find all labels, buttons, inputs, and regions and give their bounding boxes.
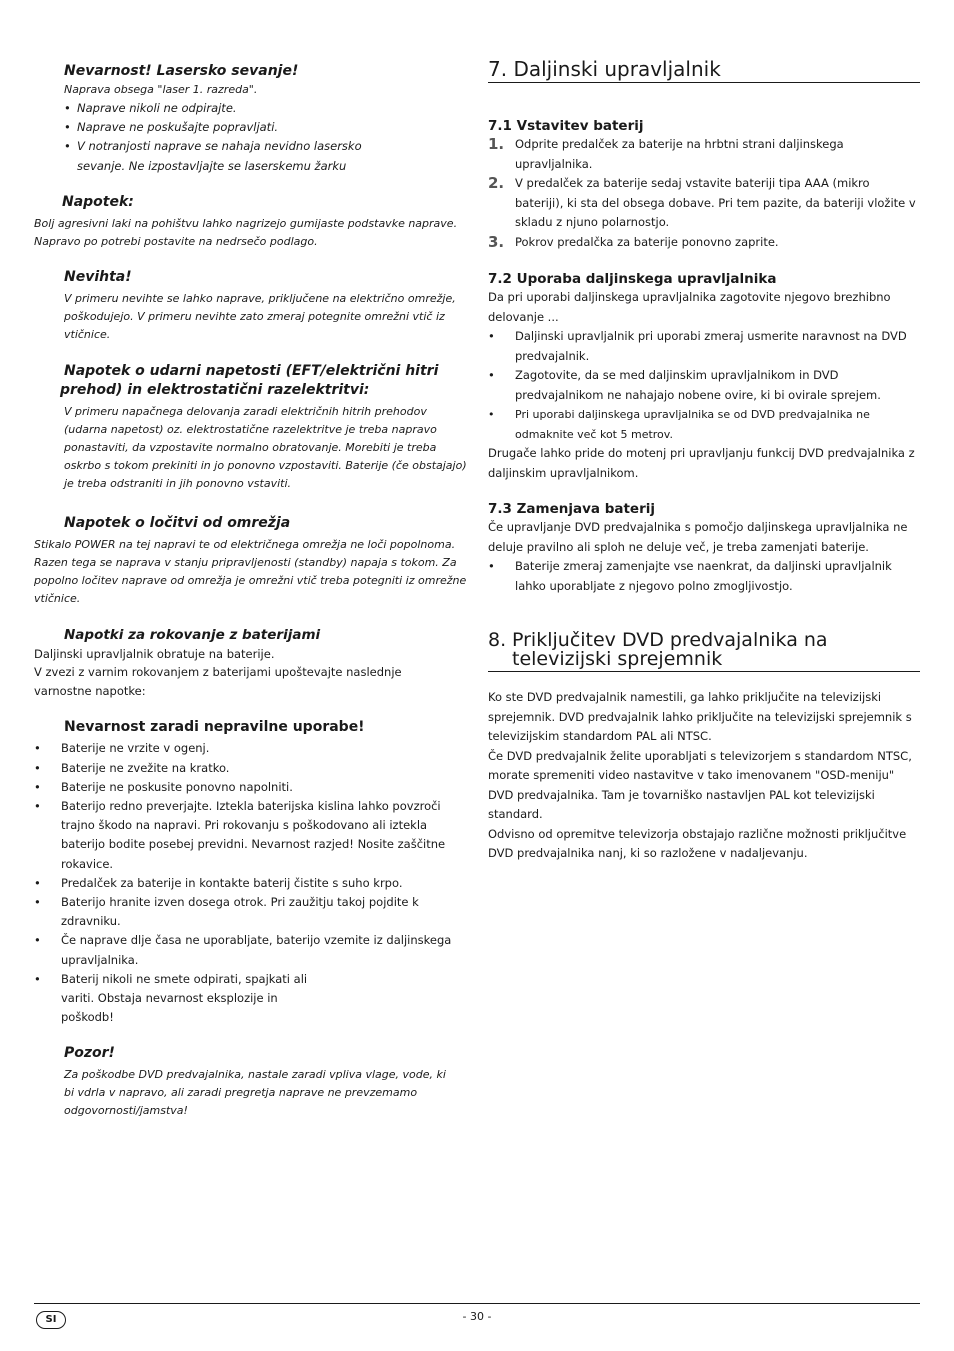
laser-list: [34, 99, 468, 176]
step-number: 1.: [488, 135, 505, 153]
baterije-text-2: V zvezi z varnim rokovanjem z baterijami upoštevajte naslednje varnostne napotke:: [34, 665, 402, 698]
step-text: Odprite predalček za baterije na hrbtni strani daljinskega upravljalnika.: [515, 137, 844, 171]
nevihta-heading: Nevihta!: [64, 268, 132, 285]
section-7-3-list: [488, 557, 920, 596]
list-item: • V notranjosti naprave se nahaja nevidno lasersko sevanje. Ne izpostavljajte se laserskemu žarku: [34, 137, 468, 175]
list-item: • Baterijo redno preverjajte. Iztekla baterijska kislina lahko povzroči trajno škodo na napravi. Pri rokovanju s poškodovano ali iztekla baterijo bodite posebej previdni. Nevarnost razjed! Nosite zaščitne rokavice.: [34, 797, 468, 874]
list-item: • Baterij nikoli ne smete odpirati, spajkati ali variti. Obstaja nevarnost eksplozije in poškodb!: [34, 970, 468, 1028]
section-8-p3: Odvisno od opremitve televizorja obstajajo različne možnosti priključitve DVD predvajalnika nanj, ki so razložene v nadaljevanju.: [488, 826, 907, 860]
section-7-3-title: 7.3 Zamenjava baterij: [488, 501, 655, 517]
list-item: • Baterije ne poskusite ponovno napolniti.: [34, 778, 468, 797]
section-8-p1: Ko ste DVD predvajalnik namestili, ga lahko priključite na televizijski sprejemnik. DVD predvajalnik lahko priključite na televizijski sprejemnik s televizijskim standardom PAL ali NTSC.: [488, 690, 912, 743]
step-item: [488, 174, 920, 233]
step-number: 3.: [488, 232, 505, 251]
list-item: • Predalček za baterije in kontakte baterij čistite s suho krpo.: [34, 874, 468, 893]
locitev-text: Stikalo POWER na tej napravi te od električnega omrežja ne loči popolnoma. Razen tega se naprava v stanju pripravljenosti (standby) napaja s tokom. Za popolno ločitev naprave od omrežja je omrežni vtič treba potegniti iz omrežne vtičnice.: [34, 537, 467, 605]
section-7-2-intro: Da pri uporabi daljinskega upravljalnika zagotovite njegovo brezhibno delovanje ...: [488, 290, 891, 324]
baterije-text-1: Daljinski upravljalnik obratuje na baterije.: [34, 646, 275, 661]
laser-intro: Naprava obsega "laser 1. razreda".: [64, 83, 258, 96]
page-number: - 30 -: [462, 1310, 492, 1323]
list-item: • Pri uporabi daljinskega upravljalnika se od DVD predvajalnika ne odmaknite več kot 5 metrov.: [488, 405, 920, 444]
step-item: [488, 135, 920, 174]
list-item: • Baterije ne vrzite v ogenj.: [34, 739, 468, 758]
pozor-heading: Pozor!: [64, 1045, 115, 1062]
language-badge: SI: [36, 1311, 66, 1329]
napotek-heading: Napotek:: [62, 193, 134, 210]
list-item: • Daljinski upravljalnik pri uporabi zmeraj usmerite naravnost na DVD predvajalnik.: [488, 327, 920, 366]
section-7-1-title: 7.1 Vstavitev baterij: [488, 118, 644, 134]
right-column: [488, 58, 920, 864]
step-item: [488, 233, 920, 253]
list-item: • Baterije ne zvežite na kratko.: [34, 759, 468, 778]
pozor-text: Za poškodbe DVD predvajalnika, nastale zaradi vpliva vlage, vode, ki bi vdrla v napravo, ali zaradi pregretja naprave ne prevzemamo odgovornosti/jamstva!: [64, 1068, 446, 1118]
list-item: • Zagotovite, da se med daljinskim upravljalnikom in DVD predvajalnikom ne nahajajo nobene ovire, ki bi ovirale sprejem.: [488, 366, 920, 405]
footer-divider: [34, 1303, 920, 1304]
list-item: • Baterijo hranite izven dosega otrok. Pri zaužitju takoj pojdite k zdravniku.: [34, 893, 468, 931]
section-8-number: 8.: [488, 629, 507, 651]
napotek-text: Bolj agresivni laki na pohištvu lahko nagrizejo gumijaste podstavke naprave. Napravo po potrebi postavite na nedrsečo podlago.: [34, 216, 458, 248]
eft-heading: Napotek o udarni napetosti (EFT/električni hitri prehod) in elektrostatični razelektritvi:: [60, 362, 439, 398]
section-8-p2: Če DVD predvajalnik želite uporabljati s televizorjem s standardom NTSC, morate spremeniti video nastavitve v tako imenovanem "OSD-meniju" DVD predvajalnika. Tam je tovarniško nastavljen PAL kot televizijski standard.: [488, 748, 912, 821]
laser-heading: Nevarnost! Lasersko sevanje!: [64, 63, 299, 79]
nevihta-text: V primeru nevihte se lahko naprave, priključene na električno omrežje, poškodujejo. V primeru nevihte zato zmeraj potegnite omrežni vtič iz vtičnice.: [64, 291, 456, 341]
locitev-heading: Napotek o ločitvi od omrežja: [64, 514, 291, 531]
section-7-2-list: [488, 327, 920, 444]
baterije-heading: Napotki za rokovanje z baterijami: [64, 626, 321, 643]
list-item: • Naprave nikoli ne odpirajte.: [34, 99, 468, 118]
battery-steps: [488, 135, 920, 252]
nepravilna-heading: Nevarnost zaradi nepravilne uporabe!: [64, 719, 365, 736]
section-7-2-title: 7.2 Uporaba daljinskega upravljalnika: [488, 271, 777, 287]
step-number: 2.: [488, 174, 505, 192]
list-item: • Baterije zmeraj zamenjajte vse naenkrat, da daljinski upravljalnik lahko uporabljate z njegovo polno zmogljivostjo.: [488, 557, 920, 596]
section-8-title: [488, 631, 920, 672]
list-item: • Če naprave dlje časa ne uporabljate, baterijo vzemite iz daljinskega upravljalnika.: [34, 931, 468, 969]
step-text: V predalček za baterije sedaj vstavite bateriji tipa AAA (mikro bateriji), ki sta del obsega dobave. Pri tem pazite, da bateriji vložite v skladu z njuno polarnostjo.: [515, 176, 916, 229]
eft-text: V primeru napačnega delovanja zaradi električnih hitrih prehodov (udarna napetost) oz. elektrostatične razelektritve je treba napravo ponastaviti, da vzpostavite normalno obratovanje. Morebiti je treba oskrbo s tokom prekiniti in jo ponovno vzpostaviti. Baterije (če obstajajo) je treba odstraniti in jih ponovno vstaviti.: [64, 404, 467, 490]
step-text: Pokrov predalčka za baterije ponovno zaprite.: [515, 234, 779, 249]
left-column: [34, 60, 468, 1120]
section-7-3-intro: Če upravljanje DVD predvajalnika s pomočjo daljinskega upravljalnika ne deluje pravilno ali sploh ne deluje več, je treba zamenjati baterije.: [488, 520, 908, 554]
section-8-heading-text: Priključitev DVD predvajalnika na televizijski sprejemnik: [512, 629, 828, 670]
nepravilna-list: [34, 739, 468, 1027]
list-item: • Naprave ne poskušajte popravljati.: [34, 118, 468, 137]
section-7-2-outro: Drugače lahko pride do motenj pri upravljanju funkcij DVD predvajalnika z daljinskim upravljalnikom.: [488, 446, 915, 480]
section-7-title: 7. Daljinski upravljalnik: [488, 58, 920, 83]
